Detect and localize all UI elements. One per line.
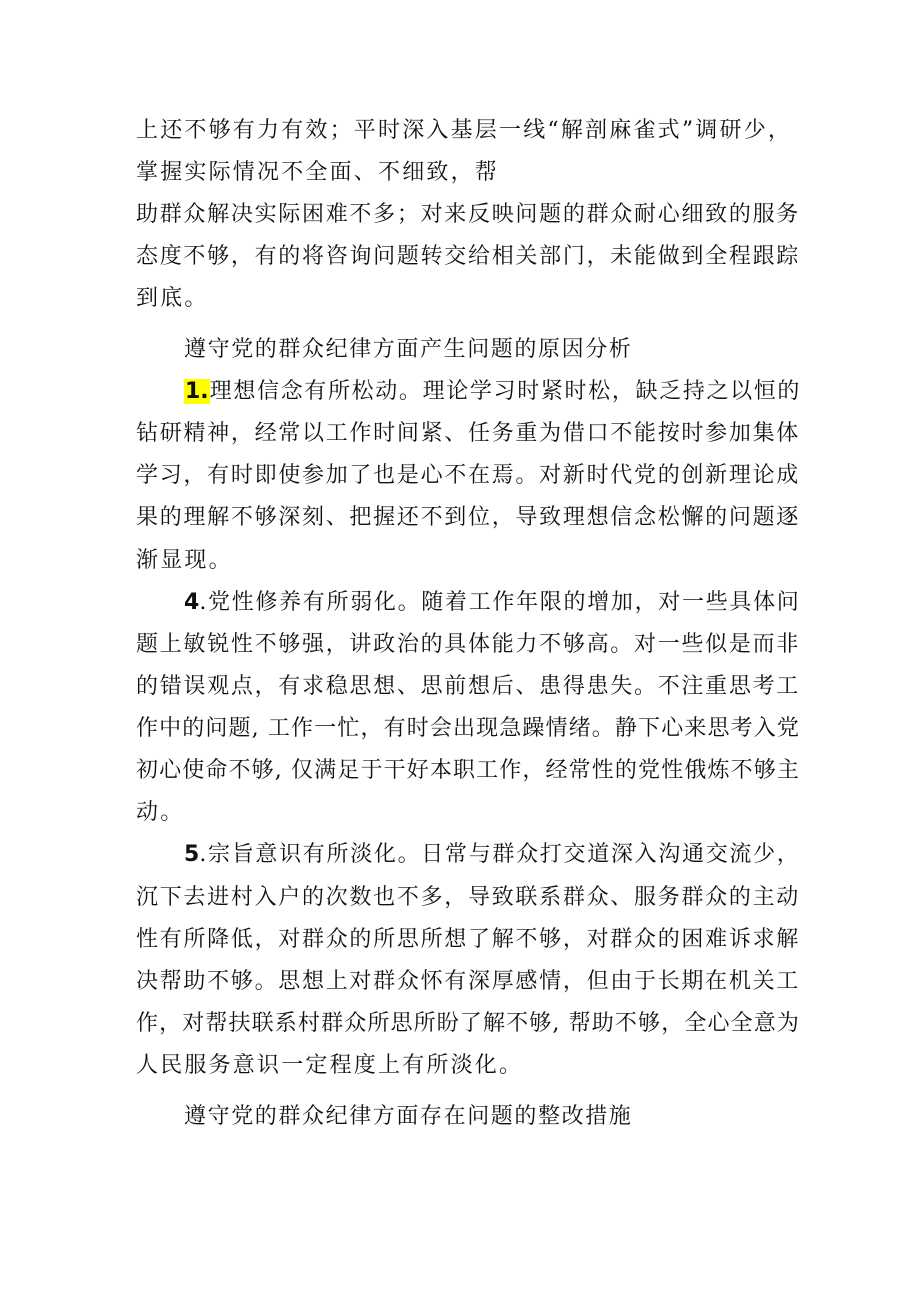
body-line: 钻研精神，经常以工作时间紧、任务重为借口不能按时参加集体 bbox=[136, 421, 800, 446]
body-line: 学习，有时即使参加了也是心不在焉。对新时代党的创新理论成 bbox=[136, 463, 800, 488]
item-5-number: 5 bbox=[184, 842, 200, 867]
item-4-text: .党性修养有所弱化。随着工作年限的增加，对一些具体问 bbox=[199, 590, 801, 615]
item-5-text: .宗旨意识有所淡化。日常与群众打交道深入沟通交流少， bbox=[199, 842, 801, 867]
item-1-number: 1. bbox=[185, 379, 209, 404]
item-4-first-line bbox=[184, 587, 801, 619]
body-line: 渐显现。 bbox=[136, 548, 233, 573]
body-line: 果的理解不够深刻、把握还不到位，导致理想信念松懈的问题逐 bbox=[136, 505, 800, 530]
body-line: 的错误观点，有求稳思想、思前想后、患得患失。不注重思考工 bbox=[136, 674, 800, 699]
body-line: 题上敏锐性不够强，讲政治的具体能力不够高。对一些似是而非 bbox=[136, 632, 800, 657]
body-line: 到底。 bbox=[136, 286, 209, 311]
item-1-text: 理想信念有所松动。理论学习时紧时松，缺乏持之以恒的 bbox=[209, 379, 802, 404]
item-5-first-line bbox=[184, 839, 801, 871]
body-line: 助群众解决实际困难不多；对来反映问题的群众耐心细致的服务 bbox=[136, 202, 800, 227]
body-line: 沉下去进村入户的次数也不多，导致联系群众、服务群众的主动 bbox=[136, 885, 800, 910]
item-4-number: 4 bbox=[184, 590, 200, 615]
body-line: 作中的问题, 工作一忙，有时会出现急躁情绪。静下心来思考入党 bbox=[136, 716, 800, 741]
body-line: 人民服务意识一定程度上有所淡化。 bbox=[136, 1053, 524, 1078]
body-line: 作，对帮扶联系村群众所思所盼了解不够, 帮助不够，全心全意为 bbox=[136, 1011, 800, 1036]
body-line: 掌握实际情况不全面、不细致，帮 bbox=[136, 160, 500, 185]
body-line: 态度不够，有的将咨询问题转交给相关部门，未能做到全程跟踪 bbox=[136, 244, 800, 269]
body-line: 决帮助不够。思想上对群众怀有深厚感情，但由于长期在机关工 bbox=[136, 969, 800, 994]
body-line: 上还不够有力有效；平时深入基层一线“解剖麻雀式”调研少， bbox=[136, 118, 793, 143]
section-heading-causes: 遵守党的群众纪律方面产生问题的原因分析 bbox=[184, 337, 633, 362]
body-line: 初心使命不够, 仅满足于干好本职工作，经常性的党性俄炼不够主 bbox=[136, 758, 800, 783]
body-line: 性有所降低，对群众的所思所想了解不够，对群众的困难诉求解 bbox=[136, 927, 800, 952]
body-line: 动。 bbox=[136, 800, 185, 825]
item-1-first-line bbox=[184, 376, 801, 408]
section-heading-measures: 遵守党的群众纪律方面存在问题的整改措施 bbox=[184, 1104, 633, 1129]
